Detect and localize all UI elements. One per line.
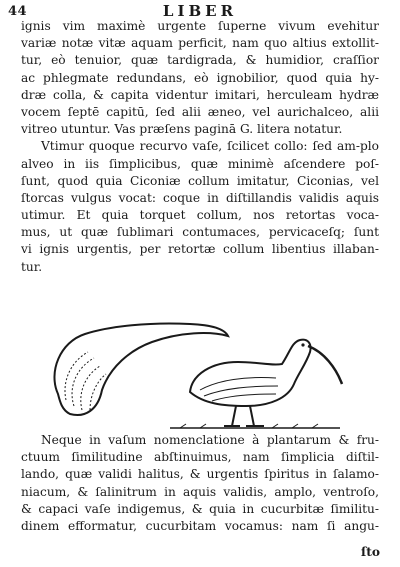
- text-line: ac phlegmate redundans, eò ignobilior, quod quia hy-: [21, 70, 379, 85]
- text-line: utimur. Et quia torquet collum, nos retortas voca-: [21, 208, 379, 223]
- text-line: variæ notæ vitæ aquam perficit, nam quo altius extollit-: [21, 36, 379, 51]
- text-block-top: [21, 18, 379, 276]
- text-line: tur.: [21, 259, 43, 274]
- text-line: Neque in vaſum nomenclatione à plantarum & fru-: [41, 433, 379, 447]
- stork-bird-illustration: [170, 340, 342, 428]
- page-number: 44: [8, 4, 28, 19]
- catchword: ſto: [360, 545, 380, 559]
- text-line: niacum, & ſalinitrum in aquis validis, amplo, ventroſo,: [21, 484, 379, 499]
- text-line: dræ colla, & capita videntur imitari, herculeam hydræ: [21, 87, 379, 102]
- text-line: ctuum ſimilitudine abſtinuimus, nam ſimplicia diſtil-: [21, 450, 379, 465]
- text-line: lando, quæ validi halitus, & urgentis ſpiritus in ſalamo-: [21, 467, 379, 482]
- retort-vessel-illustration: [54, 323, 228, 415]
- text-line: tur, eò tenuior, quæ tardigrada, & humidior, craſſior: [21, 53, 379, 68]
- text-line: & capaci vaſe indigemus, & quia in cucurbitæ ſimilitu-: [21, 501, 379, 516]
- text-block-bottom: [21, 432, 379, 535]
- text-line: mus, ut quæ ſublimari contumaces, pervicaceſq; ſunt: [21, 225, 379, 240]
- text-line: ſunt, quod quia Ciconiæ collum imitatur, Ciconias, vel: [21, 173, 379, 188]
- text-line: alveo in iis ſimplicibus, quæ minimè aſcendere poſ-: [21, 156, 379, 171]
- text-line: dinem efformatur, cucurbitam vocamus: nam ſi angu-: [21, 518, 379, 533]
- text-line: vitreo utuntur. Vas præſens paginā G. litera notatur.: [21, 122, 343, 137]
- text-line: ignis vim maximè urgente ſuperne vivum evehitur: [21, 19, 379, 33]
- text-line: Vtimur quoque recurvo vaſe, ſcilicet collo: ſed am-plo: [41, 139, 379, 154]
- text-line: vocem ſeptē capitū, ſed alii æneo, vel aurichalceo, alii: [21, 104, 379, 119]
- woodcut-illustration: [40, 322, 370, 432]
- running-head: LIBER: [162, 2, 238, 20]
- text-line: vi ignis urgentis, per retortæ collum libentius illaban-: [21, 242, 379, 257]
- text-line: ſtorcas vulgus vocat: coque in diſtillandis validis aquis: [21, 190, 379, 205]
